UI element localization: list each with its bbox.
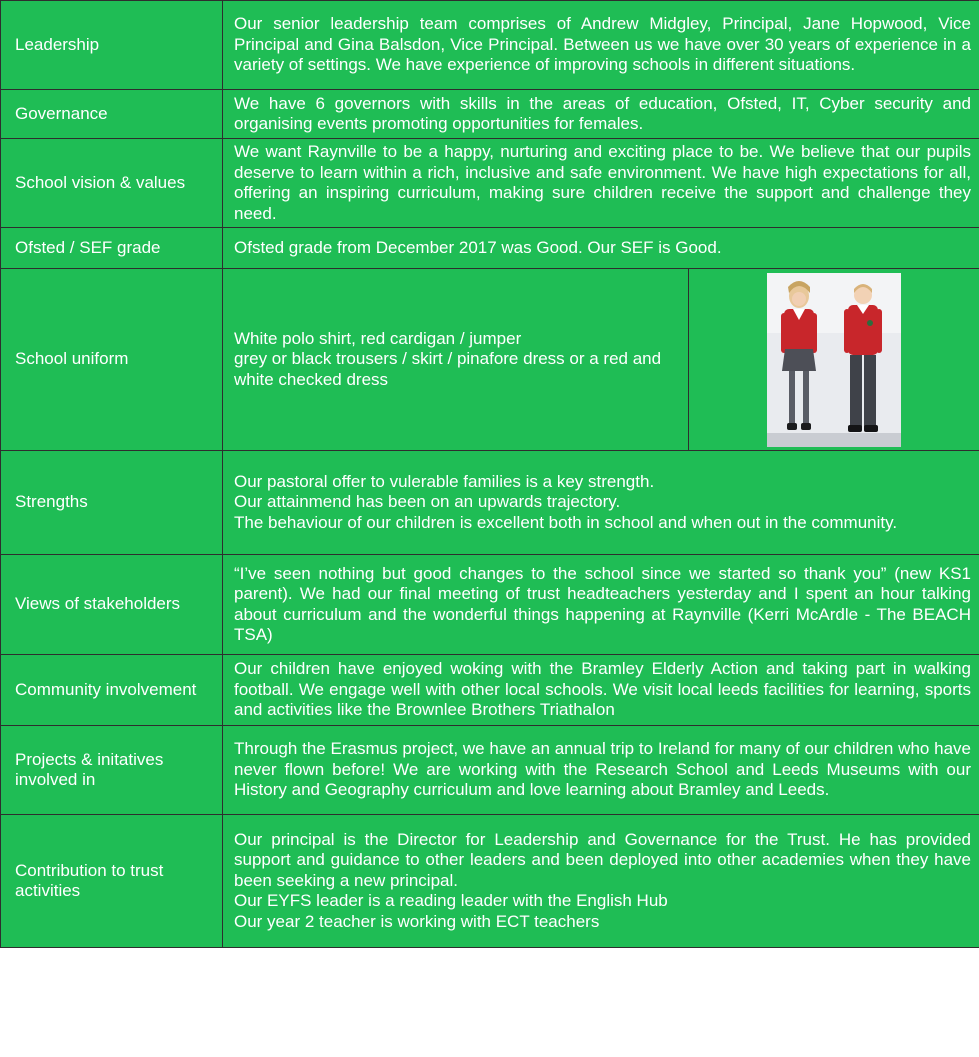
row-label-vision: School vision & values [1,139,223,228]
row-text-governance: We have 6 governors with skills in the areas of education, Ofsted, IT, Cyber security and organising events promoting opportunities for females. [223,90,979,139]
table-row [1,90,979,139]
row-text-uniform: White polo shirt, red cardigan / jumper grey or black trousers / skirt / pinafore dress or a red and white checked dress [223,269,689,451]
table-row [1,139,979,228]
row-text-community: Our children have enjoyed woking with the Bramley Elderly Action and taking part in walking football. We engage well with other local schools. We visit local leeds facilities for learning, sports and activities like the Brownlee Brothers Triathalon [223,655,979,726]
row-text-ofsted: Ofsted grade from December 2017 was Good. Our SEF is Good. [223,228,979,269]
uniform-photo-cell [689,269,979,451]
table-row [1,815,979,948]
row-label-community: Community involvement [1,655,223,726]
uniform-photo [767,273,901,447]
row-text-strengths: Our pastoral offer to vulerable families is a key strength. Our attainmend has been on an upwards trajectory. The behaviour of our children is excellent both in school and when out in the community. [223,451,979,555]
table-row [1,726,979,815]
table-row [1,451,979,555]
row-label-uniform: School uniform [1,269,223,451]
row-text-stakeholders: “I’ve seen nothing but good changes to the school since we started so thank you” (new KS1 parent). We had our final meeting of trust headteachers yesterday and I spent an hour talking about curriculum and the wonderful things happening at Raynville (Kerri McArdle - The BEACH TSA) [223,555,979,655]
row-label-leadership: Leadership [1,1,223,90]
row-label-ofsted: Ofsted / SEF grade [1,228,223,269]
row-label-stakeholders: Views of stakeholders [1,555,223,655]
row-label-projects: Projects & initatives involved in [1,726,223,815]
row-label-governance: Governance [1,90,223,139]
table-row [1,228,979,269]
row-text-vision: We want Raynville to be a happy, nurturing and exciting place to be. We believe that our pupils deserve to learn within a rich, inclusive and safe environment. We have high expectations for all, offering an inspiring curriculum, making sure children receive the support and challenge they need. [223,139,979,228]
row-label-contribution: Contribution to trust activities [1,815,223,948]
table-row [1,1,979,90]
row-label-strengths: Strengths [1,451,223,555]
table-row [1,655,979,726]
table-row [1,269,979,451]
row-text-projects: Through the Erasmus project, we have an annual trip to Ireland for many of our children who have never flown before! We are working with the Research School and Leeds Museums with our History and Geography curriculum and love learning about Bramley and Leeds. [223,726,979,815]
row-text-contribution: Our principal is the Director for Leadership and Governance for the Trust. He has provided support and guidance to other leaders and been deployed into other academies when they have been seeking a new principal. Our EYFS leader is a reading leader with the English Hub Our year 2 teacher is working with ECT teachers [223,815,979,948]
row-text-leadership: Our senior leadership team comprises of Andrew Midgley, Principal, Jane Hopwood, Vice Principal and Gina Balsdon, Vice Principal. Between us we have over 30 years of experience in a variety of settings. We have experience of improving schools in different situations. [223,1,979,90]
table-row [1,555,979,655]
